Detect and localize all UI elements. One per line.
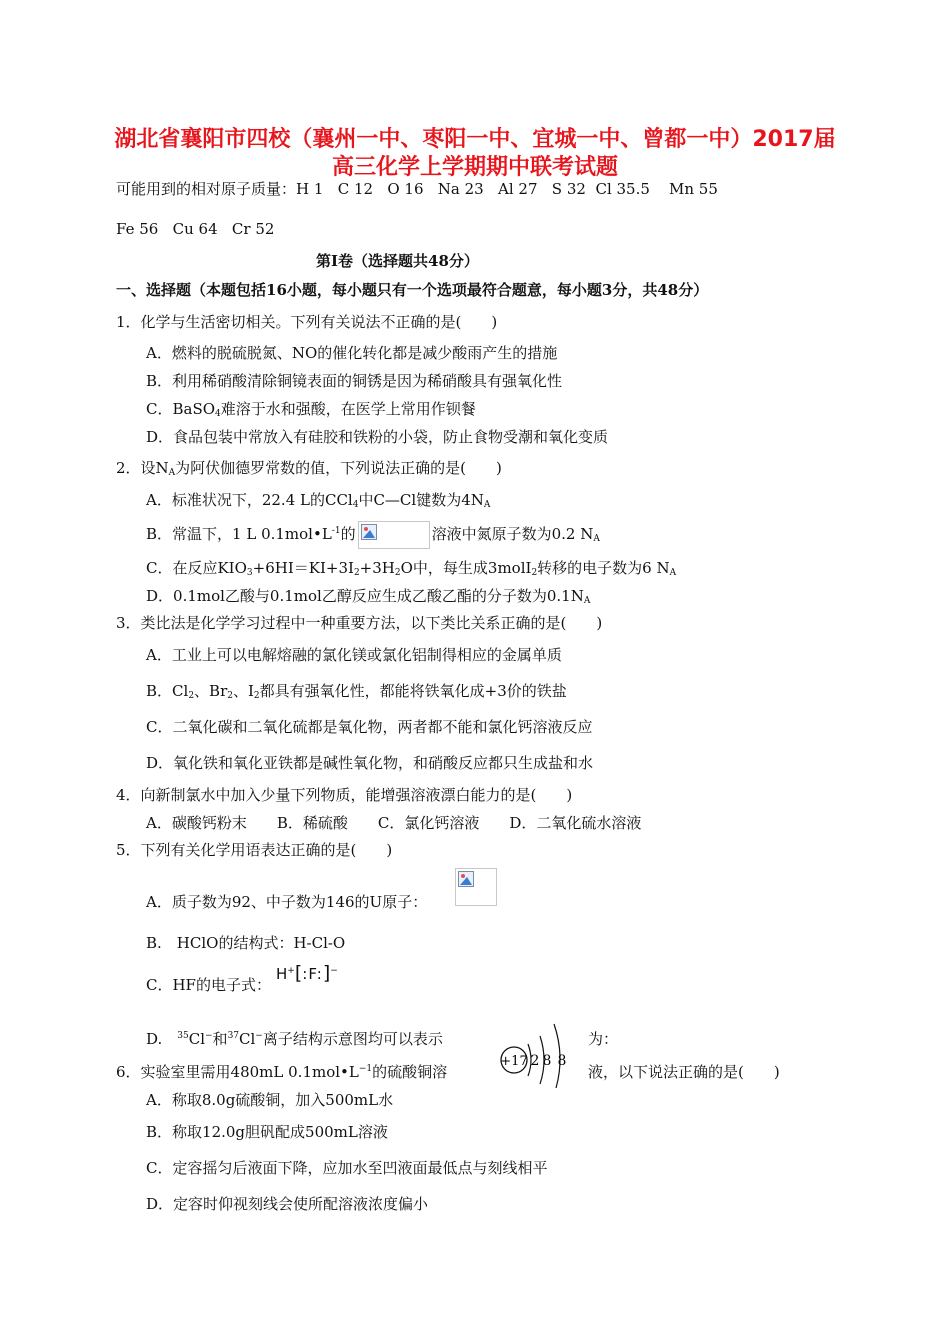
q1-option-d: D．食品包装中常放入有硅胶和铁粉的小袋，防止食物受潮和氧化变质 bbox=[146, 428, 609, 446]
page-title-line1: 湖北省襄阳市四校（襄州一中、枣阳一中、宜城一中、曾都一中）2017届 bbox=[114, 127, 836, 152]
hf-bracket-right: ] bbox=[322, 962, 331, 984]
q1-option-b: B．利用稀硝酸清除铜镜表面的铜锈是因为稀硝酸具有强氧化性 bbox=[146, 372, 563, 390]
q1-option-a: A．燃料的脱硫脱氮、NO的催化转化都是减少酸雨产生的措施 bbox=[146, 344, 558, 362]
hf-charge-plus: + bbox=[287, 966, 295, 976]
q3-option-c: C．二氧化碳和二氧化硫都是氧化物，两者都不能和氯化钙溶液反应 bbox=[146, 718, 593, 736]
q2-option-d: D．0.1mol乙酸与0.1mol乙醇反应生成乙酸乙酯的分子数为$0.1N_A$ bbox=[146, 587, 591, 606]
hf-hydrogen: H bbox=[276, 965, 288, 983]
q6-stem-tail: 液，以下说法正确的是( ) bbox=[588, 1063, 780, 1081]
formula-image-placeholder bbox=[358, 521, 430, 549]
q3-option-b: B．$Cl_2$、$Br_2$、$I_2$都具有强氧化性，都能将铁氧化成+3价的铁盐 bbox=[146, 682, 567, 701]
page-title-line2: 高三化学上学期期中联考试题 bbox=[331, 155, 618, 180]
shell-3-count: 8 bbox=[557, 1053, 567, 1069]
q6-stem: 6．实验室里需用480mL $0.1mol•L^{-1}$的硫酸铜溶 bbox=[116, 1063, 448, 1081]
q4-stem: 4．向新制氯水中加入少量下列物质，能增强溶液漂白能力的是( ) bbox=[116, 786, 573, 804]
q6-option-b: B．称取12.0g胆矾配成500mL溶液 bbox=[146, 1123, 388, 1141]
q2-stem: 2．设$N_A$为阿伏伽德罗常数的值，下列说法正确的是( ) bbox=[116, 459, 502, 478]
q1-option-c: C．BaSO$_4$难溶于水和强酸，在医学上常用作钡餐 bbox=[146, 400, 476, 419]
uranium-isotope-image-placeholder bbox=[455, 868, 497, 906]
q5-option-d-tail: 为： bbox=[588, 1030, 619, 1048]
q5-option-a: A．质子数为92、中子数为146的U原子： bbox=[146, 893, 428, 911]
chloride-ion-structure-diagram bbox=[490, 1010, 585, 1090]
hf-fluorine: :F: bbox=[302, 965, 323, 983]
q3-option-d: D．氧化铁和氧化亚铁都是碱性氧化物，和硝酸反应都只生成盐和水 bbox=[146, 754, 594, 772]
q5-option-b: B. HClO的结构式：H-Cl-O bbox=[146, 934, 346, 952]
q3-option-a: A．工业上可以电解熔融的氯化镁或氯化铝制得相应的金属单质 bbox=[146, 646, 562, 664]
q5-stem: 5．下列有关化学用语表达正确的是( ) bbox=[116, 841, 393, 859]
q2-option-a: A．标准状况下，22.4 L的CCl$_4$中C—Cl键数为$4N_A$ bbox=[146, 491, 491, 510]
q5-option-c: C．HF的电子式： bbox=[146, 976, 271, 994]
q3-stem: 3．类比法是化学学习过程中一种重要方法，以下类比关系正确的是( ) bbox=[116, 614, 603, 632]
hf-electron-formula bbox=[276, 962, 338, 984]
atomic-masses-line1: 可能用到的相对原子质量：H 1 C 12 O 16 Na 23 Al 27 S 32 Cl 35.5 Mn 55 bbox=[116, 180, 718, 198]
q1-stem: 1．化学与生活密切相关。下列有关说法不正确的是( ) bbox=[116, 313, 498, 331]
q2-option-c: C．在反应$KIO_3+6HI=KI+3I_2+3H_2O$中，每生成3molI$_2$转移的电子数为6 $N_A$ bbox=[146, 559, 677, 578]
q6-option-a: A．称取8.0g硫酸铜，加入500mL水 bbox=[146, 1091, 394, 1109]
hf-charge-minus: − bbox=[330, 966, 338, 976]
hf-bracket-left: [ bbox=[294, 962, 303, 984]
shell-2-count: 8 bbox=[542, 1053, 552, 1069]
q2-option-b: B．常温下，1 L $0.1mol•L^{-1}$的 溶液中氮原子数为0.2 $N_A$ bbox=[146, 521, 600, 549]
q6-option-d: D．定容时仰视刻线会使所配溶液浓度偏小 bbox=[146, 1195, 429, 1213]
section-heading: 第Ⅰ卷（选择题共48分） bbox=[316, 252, 479, 270]
q5-option-d: D. $^{35}$Cl−和$^{37}$Cl−离子结构示意图均可以表示 bbox=[146, 1030, 443, 1048]
atomic-masses-line2: Fe 56 Cu 64 Cr 52 bbox=[116, 220, 275, 238]
section-instructions: 一、选择题（本题包括16小题，每小题只有一个选项最符合题意，每小题3分，共48分） bbox=[116, 281, 709, 299]
nucleus-charge: +17 bbox=[500, 1054, 528, 1069]
broken-image-icon bbox=[458, 871, 474, 887]
q6-option-c: C．定容摇匀后液面下降，应加水至凹液面最低点与刻线相平 bbox=[146, 1159, 548, 1177]
shell-1-count: 2 bbox=[530, 1053, 540, 1069]
broken-image-icon bbox=[361, 524, 377, 540]
q4-options: A．碳酸钙粉末 B．稀硫酸 C．氯化钙溶液 D．二氧化硫水溶液 bbox=[146, 814, 642, 832]
